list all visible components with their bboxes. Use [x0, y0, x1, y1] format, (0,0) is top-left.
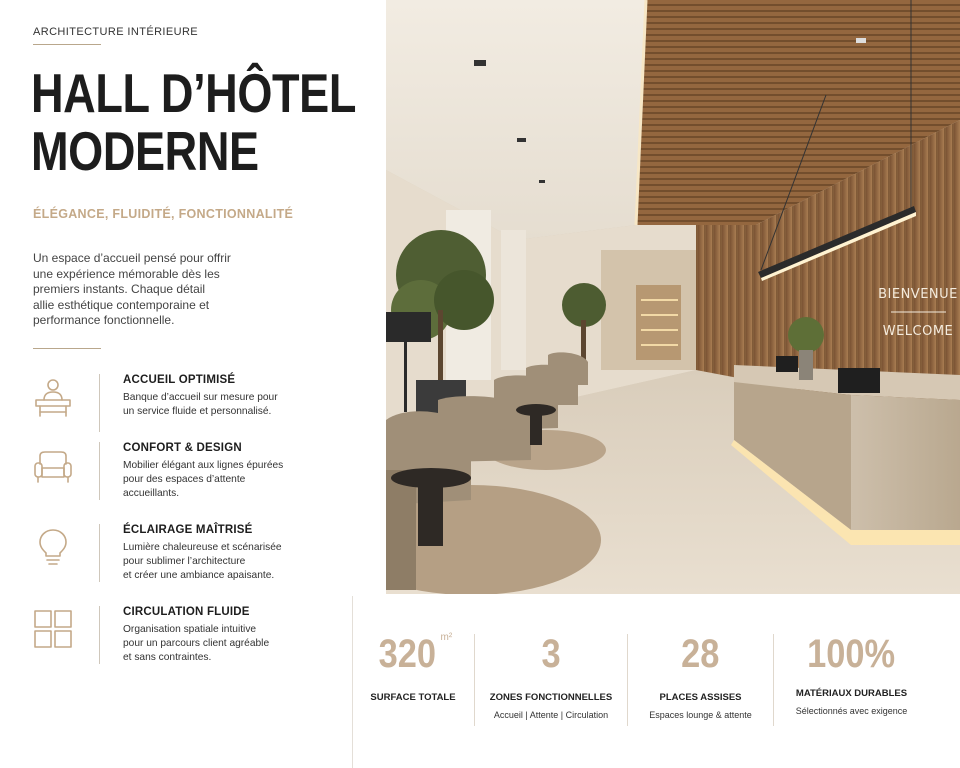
stat-value: 100%	[807, 632, 896, 676]
stat-sub: Espaces lounge & attente	[649, 710, 752, 720]
stat-unit: m²	[440, 632, 453, 643]
subtitle: ÉLÉGANCE, FLUIDITÉ, FONCTIONNALITÉ	[33, 207, 294, 221]
light-bulb-icon	[32, 526, 74, 568]
feature-divider	[99, 442, 100, 500]
feature-divider	[99, 374, 100, 432]
stat-seats	[628, 632, 773, 720]
eyebrow-label: ARCHITECTURE INTÉRIEURE	[33, 26, 199, 38]
feature-description: Banque d’accueil sur mesure pour un service fluide et personnalisé.	[123, 392, 278, 417]
title-line-2: MODERNE	[31, 120, 259, 182]
eyebrow-rule	[33, 44, 101, 45]
feature-description: Lumière chaleureuse et scénarisée pour sublimer l’architecture et créer une ambiance apaisante.	[123, 542, 282, 581]
reception-desk-icon	[32, 376, 74, 418]
armchair-icon	[32, 444, 74, 486]
stat-zones	[475, 632, 627, 720]
stat-materials	[774, 632, 929, 716]
feature-item	[0, 374, 352, 444]
feature-title: CONFORT & DESIGN	[123, 442, 242, 454]
stat-value: 3	[541, 632, 561, 676]
stat-sub: Accueil | Attente | Circulation	[493, 710, 609, 720]
stat-value: 28	[681, 632, 720, 676]
stat-label: PLACES ASSISES	[659, 692, 742, 703]
intro-text: Un espace d’accueil pensé pour offrir une expérience mémorable dès les premiers instants. Chaque détail allie esthétique contemporaine et performance fonctionnelle.	[33, 251, 231, 327]
page-title	[31, 64, 356, 180]
feature-title: ACCUEIL OPTIMISÉ	[123, 374, 236, 386]
feature-title: CIRCULATION FLUIDE	[123, 606, 250, 618]
stats-strip	[353, 596, 960, 768]
welcome-sign-line2: WELCOME	[882, 324, 954, 339]
welcome-sign-line1: BIENVENUE	[878, 287, 958, 302]
feature-item	[0, 524, 352, 594]
title-line-1: HALL D’HÔTEL	[31, 62, 356, 124]
feature-item	[0, 606, 352, 676]
feature-item	[0, 442, 352, 512]
feature-divider	[99, 606, 100, 664]
info-panel	[0, 0, 386, 768]
lobby-photo	[386, 0, 960, 594]
feature-divider	[99, 524, 100, 582]
stat-label: MATÉRIAUX DURABLES	[795, 688, 908, 699]
feature-description: Mobilier élégant aux lignes épurées pour des espaces d’attente accueillants.	[123, 460, 284, 499]
section-rule	[33, 348, 101, 349]
stat-surface	[353, 632, 473, 703]
floor-plan-icon	[32, 608, 74, 650]
stat-sub: Sélectionnés avec exigence	[795, 706, 908, 716]
feature-title: ÉCLAIRAGE MAÎTRISÉ	[123, 524, 253, 536]
feature-description: Organisation spatiale intuitive pour un parcours client agréable et sans contraintes.	[123, 624, 270, 663]
stat-label: SURFACE TOTALE	[370, 692, 456, 703]
stat-label: ZONES FONCTIONNELLES	[489, 692, 613, 703]
lobby-illustration	[386, 0, 960, 594]
stat-value: 320	[378, 632, 436, 676]
